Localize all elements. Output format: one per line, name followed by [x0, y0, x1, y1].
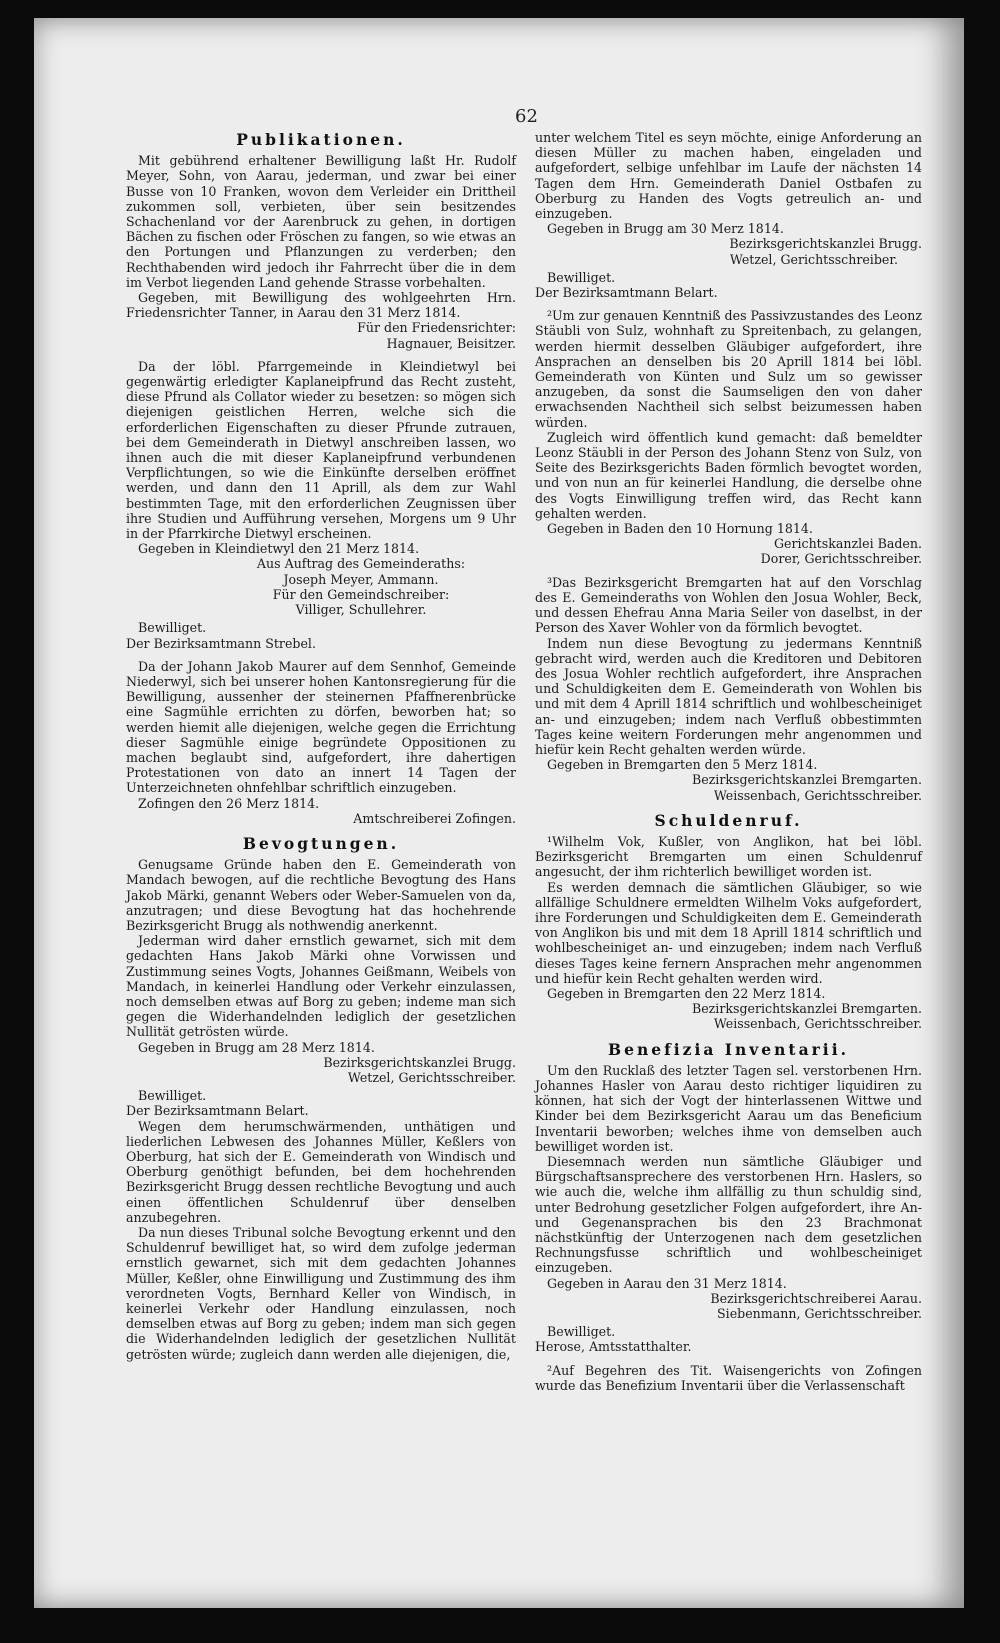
notice-text: Indem nun diese Bevogtung zu jedermans Kenntniß gebracht wird, werden auch die Kreditoren und Debitoren des Josua Wohler rechtlich aufgefordert, ihre Ansprachen und Schuldigkeiten dem E. Gemeinderath von Wohlen bis und mit dem 4 Aprill 1814 schriftlich und wohlbescheiniget an- und einzugeben; indem nach Verfluß obbestimmten Tages keine weitern Forderungen mehr angenommen und hiefür kein Recht gehalten werden würde. — [535, 635, 922, 757]
notice-text: Wegen dem herumschwärmenden, unthätigen und liederlichen Lebwesen des Johannes Müller, Keßlers von Oberburg, hat sich der E. Gemeinderath von Windisch und Oberburg genöthigt befunden, bei dem hochehrenden Bezirksgericht Brugg dessen rechtliche Bevogtung und auch einen öffentlichen Schuldenruf über denselben anzubegehren. — [126, 1118, 516, 1225]
notice-text: Diesemnach werden nun sämtliche Gläubiger und Bürgschaftsansprechere des verstorbenen Hrn. Haslers, so wie auch die, welche ihm allfällig zu thun schuldig sind, unter Bedrohung gesetzlicher Folgen aufgefordert, ihre An- und Gegenansprachen bis den 23 Brachmonat nächstkünftig der Unterzogenen nach dem gesetzlichen Rechnungsfusse schriftlich und wohlbescheiniget einzugeben. — [535, 1154, 922, 1276]
notice-order: Aus Auftrag des Gemeinderaths: — [256, 556, 466, 572]
notice-signature: Siebenmann, Gerichtsschreiber. — [717, 1306, 922, 1322]
notice-text: Mit gebührend erhaltener Bewilligung laßt Hr. Rudolf Meyer, Sohn, von Aarau, jederman, und zwar bei einer Busse von 10 Franken, wovon dem Verleider ein Drittheil zukommen soll, verbieten, über sein besitzendes Schachenland vor der Aarenbruck zu gehen, in dortigen Bächen zu fischen oder Fröschen zu fangen, so wie etwas an den Portungen und Pflanzungen zu verderben; den Rechthabenden wird jedoch ihr Fahrrecht über die in dem im Verbot liegenden Land gehende Strasse vorbehalten. — [126, 153, 516, 290]
notice-for: Für den Gemeindschreiber: — [272, 586, 450, 602]
left-column — [126, 130, 516, 1362]
notice-approved: Bewilliget. — [547, 1324, 616, 1340]
notice-office: Bezirksgerichtskanzlei Bremgarten. — [691, 1001, 922, 1017]
notice-text: Es werden demnach die sämtlichen Gläubiger, so wie allfällige Schuldnere ermeldten Wilhelm Voks aufgefordert, ihre Forderungen und Schuldigkeiten dem E. Gemeinderath von Anglikon bis und mit dem 18 Aprill 1814 schriftlich und wohlbescheiniget an- und einzugeben; indem nach Verfluß dieses Tages keine fernern Ansprachen mehr angenommen und hiefür kein Recht gehalten werden wird. — [535, 879, 922, 986]
notice-date: Gegeben, mit Bewilligung des wohlgeehrten Hrn. Friedensrichter Tanner, in Aarau den 31 Merz 1814. — [126, 290, 516, 321]
notice-official: Der Bezirksamtmann Belart. — [126, 1103, 309, 1119]
notice-official: Der Bezirksamtmann Strebel. — [126, 635, 316, 651]
notice-signature: Wetzel, Gerichtsschreiber. — [347, 1069, 516, 1085]
notice-signature: Villiger, Schullehrer. — [295, 602, 427, 618]
right-column — [535, 130, 922, 1393]
notice-text: Da nun dieses Tribunal solche Bevogtung erkennt und den Schuldenruf bewilliget hat, so wird dem zufolge jederman ernstlich gewarnet, sich mit dem gedachten Johannes Müller, Keßler, ohne Einwilligung und Zustimmung des ihm verordneten Vogts, Bernhard Keller von Windisch, in keinerlei Verkehr oder Handlung einzulassen, noch demselben etwas auf Borg zu geben; indem man sich gegen die Widerhandelnden lediglich der gesetzlichen Nullität getrösten würde; zugleich dann werden alle diejenigen, die, — [126, 1225, 516, 1362]
notice-text: ¹Wilhelm Vok, Kußler, von Anglikon, hat bei löbl. Bezirksgericht Bremgarten um einen Schuldenruf angesucht, der ihm richterlich bewilliget worden ist. — [535, 833, 922, 880]
notice-text: unter welchem Titel es seyn möchte, einige Anforderung an diesen Müller zu machen haben, eingeladen und aufgefordert, selbige unfehlbar im Laufe der nächsten 14 Tagen dem Hrn. Gemeinderath Daniel Ostbafen zu Oberburg zu Handen des Vogts getreulich an- und einzugeben. — [535, 130, 922, 222]
notice-text: Da der löbl. Pfarrgemeinde in Kleindietwyl bei gegenwärtig erledigter Kaplaneipfrund das Recht zusteht, diese Pfrund als Collator wieder zu besetzen: so mögen sich diejenigen geistlichen Herren, welche sich die erforderlichen Eigenschaften zu dieser Pfrunde zutrauen, bei dem Gemeinderath in Dietwyl anschreiben lassen, wo ihnen auch die mit dieser Kaplaneipfrund verbundenen Verpflichtungen, so wie die Einkünfte derselben eröffnet werden, und dann den 11 Aprill, als dem zur Wahl bestimmten Tage, mit den erforderlichen Zeugnissen über ihre Studien und Aufführung versehen, Morgens um 9 Uhr in der Pfarrkirche Dietwyl erscheinen. — [126, 358, 516, 542]
notice-signature: Amtschreiberei Zofingen. — [353, 810, 516, 826]
notice-signature: Wetzel, Gerichtsschreiber. — [729, 251, 898, 267]
heading-schuldenruf: Schuldenruf. — [654, 810, 803, 830]
notice-signature: Weissenbach, Gerichtsschreiber. — [713, 1016, 922, 1032]
notice-for: Für den Friedensrichter: — [357, 320, 516, 336]
notice-date: Gegeben in Kleindietwyl den 21 Merz 1814. — [138, 541, 420, 557]
heading-bevogtungen: Bevogtungen. — [242, 833, 400, 853]
notice-text: ³Das Bezirksgericht Bremgarten hat auf den Vorschlag des E. Gemeinderaths von Wohlen den Josua Wohler, Beck, und dessen Ehefrau Anna Maria Seiler von daselbst, in der Person des Xaver Wohler von da förmlich bevogtet. — [535, 574, 922, 636]
notice-date: Gegeben in Bremgarten den 22 Merz 1814. — [547, 985, 826, 1001]
notice-office: Gerichtskanzlei Baden. — [773, 536, 922, 552]
notice-approved: Bewilliget. — [138, 620, 207, 636]
notice-date: Gegeben in Bremgarten den 5 Merz 1814. — [547, 757, 818, 773]
notice-text: Da der Johann Jakob Maurer auf dem Sennhof, Gemeinde Niederwyl, sich bei unserer hohen Kantonsregierung für die Bewilligung, aussenher der steinernen Pfaffnerenbrücke eine Sagmühle errichten zu dörfen, beworben hat; so werden hiemit alle diejenigen, welche gegen die Errichtung dieser Sagmühle einige begründete Oppositionen zu machen beglaubt sind, aufgefordert, ihre dahertigen Protestationen von dato an innert 14 Tagen der Unterzeichneten ohnfehlbar schriftlich einzugeben. — [126, 658, 516, 796]
notice-date: Gegeben in Aarau den 31 Merz 1814. — [547, 1275, 787, 1291]
notice-text: Jederman wird daher ernstlich gewarnet, sich mit dem gedachten Hans Jakob Märki ohne Vorwissen und Zustimmung seines Vogts, Johannes Geißmann, Weibels von Mandach, in keinerlei Handlung oder Verkehr einzulassen, noch demselben etwas auf Borg zu geben; indeme man sich gegen die Widerhandelnden lediglich der gesetzlichen Nullität getrösten würde. — [126, 933, 516, 1040]
notice-signature: Weissenbach, Gerichtsschreiber. — [713, 787, 922, 803]
notice-date: Gegeben in Brugg am 28 Merz 1814. — [138, 1039, 375, 1055]
notice-signature: Dorer, Gerichtsschreiber. — [760, 551, 922, 567]
notice-text: Genugsame Gründe haben den E. Gemeinderath von Mandach bewogen, auf die rechtliche Bevogtung des Hans Jakob Märki, genannt Webers oder Weber-Samuelen von da, anzutragen; und diese Bevogtung hat das hochehrende Bezirksgericht Brugg als nothwendig anerkennt. — [126, 857, 516, 933]
notice-office: Bezirksgerichtskanzlei Brugg. — [729, 236, 922, 252]
notice-signature: Joseph Meyer, Ammann. — [283, 571, 439, 587]
notice-text: ²Um zur genauen Kenntniß des Passivzustandes des Leonz Stäubli von Sulz, wohnhaft zu Spreitenbach, zu gelangen, werden hiermit desselben Gläubiger aufgefordert, ihre Ansprachen an denselben bis 20 Aprill 1814 bei löbl. Gemeinderath von Künten und Sulz um so gewisser anzugeben, da sonst die Saumseligen den von daher erwachsenden Nachtheil sich selbst beizumessen haben würden. — [535, 308, 923, 430]
notice-official: Herose, Amtsstatthalter. — [535, 1339, 692, 1355]
notice-office: Bezirksgerichtskanzlei Bremgarten. — [691, 772, 922, 788]
notice-date: Gegeben in Baden den 10 Hornung 1814. — [547, 521, 813, 537]
notice-approved: Bewilliget. — [138, 1088, 207, 1104]
notice-text: ²Auf Begehren des Tit. Waisengerichts von Zofingen wurde das Benefizium Inventarii über die Verlassenschaft — [535, 1362, 922, 1393]
notice-text: Um den Rucklaß des letzter Tagen sel. verstorbenen Hrn. Johannes Hasler von Aarau desto richtiger liquidiren zu können, hat sich der Vogt der hinterlassenen Wittwe und Kinder bei dem Bezirksgericht Aarau um das Beneficium Inventarii beworben; welches ihme von demselben auch bewilliget worden ist. — [535, 1062, 922, 1154]
notice-approved: Bewilliget. — [547, 269, 616, 285]
notice-official: Der Bezirksamtmann Belart. — [535, 285, 718, 301]
notice-office: Bezirksgerichtskanzlei Brugg. — [323, 1054, 516, 1070]
notice-signature: Hagnauer, Beisitzer. — [386, 335, 516, 351]
page-number: 62 — [515, 106, 538, 127]
heading-publikationen: Publikationen. — [236, 130, 406, 149]
heading-benefizia: Benefizia Inventarii. — [608, 1039, 849, 1059]
notice-date: Zofingen den 26 Merz 1814. — [138, 795, 320, 811]
notice-office: Bezirksgerichtschreiberei Aarau. — [710, 1290, 922, 1306]
notice-date: Gegeben in Brugg am 30 Merz 1814. — [547, 221, 784, 237]
notice-text: Zugleich wird öffentlich kund gemacht: daß bemeldter Leonz Stäubli in der Person des Johann Stenz von Sulz, von Seite des Bezirksgerichts Baden förmlich bevogtet worden, und von nun an für keinerlei Handlung, die derselbe ohne des Vogts Einwilligung treffen wird, das Recht kann gehalten werden. — [535, 429, 922, 521]
